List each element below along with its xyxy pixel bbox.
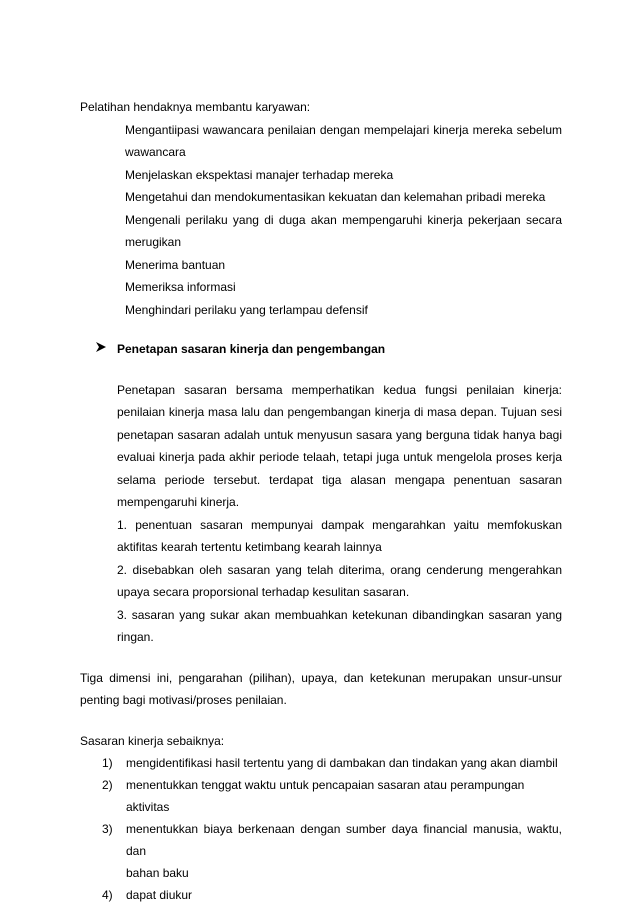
list-item: Menjelaskan ekspektasi manajer terhadap mereka — [125, 167, 394, 182]
paragraph-line: 2. disebabkan oleh sasaran yang telah diterima, orang cenderung mengerahkan — [117, 562, 562, 577]
paragraph-line: selama periode tersebut. terdapat tiga alasan mengapa penentuan sasaran — [117, 472, 562, 487]
list-item: Menerima bantuan — [125, 257, 226, 272]
list-item: Mengenali perilaku yang di duga akan mempengaruhi kinerja pekerjaan secara — [125, 212, 562, 227]
dimensions-paragraph — [80, 667, 562, 712]
paragraph-line: evaluai kinerja pada akhir periode telaah, tetapi juga untuk mengelola proses kerja — [117, 450, 562, 464]
paragraph-line: penting bagi motivasi/proses penilaian. — [80, 693, 287, 707]
list-item — [102, 818, 562, 862]
list-item — [102, 752, 562, 774]
list-text: menentukkan tenggat waktu untuk pencapaian sasaran atau perampungan aktivitas — [126, 778, 525, 814]
training-list — [0, 119, 638, 322]
list-item-cont: wawancara — [125, 145, 186, 159]
list-number: 4) — [102, 888, 113, 902]
performance-goals-intro: Sasaran kinerja sebaiknya: — [80, 733, 225, 748]
section-heading — [95, 338, 562, 361]
list-number: 3) — [102, 822, 113, 836]
goal-setting-paragraph — [117, 379, 562, 649]
arrow-bullet-icon — [95, 338, 117, 361]
intro-text: Pelatihan hendaknya membantu karyawan: — [80, 100, 311, 114]
performance-goals-list — [0, 752, 638, 906]
list-text: dapat diukur — [126, 888, 193, 902]
paragraph-line: mempengaruhi kinerja. — [117, 495, 240, 509]
paragraph-line: aktifitas kearah tertentu ketimbang kearah lainnya — [117, 540, 382, 554]
list-item: Memeriksa informasi — [125, 280, 236, 294]
paragraph-line: penetapan sasaran adalah untuk menyusun sasara yang berguna tidak hanya bagi — [117, 427, 562, 442]
paragraph-line: Penetapan sasaran bersama memperhatikan kedua fungsi penilaian kinerja: — [117, 382, 562, 397]
paragraph-line: ringan. — [117, 630, 154, 644]
paragraph-line: 3. sasaran yang sukar akan membuahkan ketekunan dibandingkan sasaran yang — [117, 607, 562, 622]
heading-text: Penetapan sasaran kinerja dan pengembangan — [117, 342, 386, 356]
list-text: menentukkan biaya berkenaan dengan sumber daya financial manusia, waktu, dan — [126, 822, 562, 858]
list-item: Mengetahui dan mendokumentasikan kekuatan dan kelemahan pribadi mereka — [125, 190, 546, 204]
list-item: Menghindari perilaku yang terlampau defensif — [125, 302, 368, 317]
paragraph-line: penilaian kinerja masa lalu dan pengembangan kinerja di masa depan. Tujuan sesi — [117, 405, 562, 419]
list-number: 1) — [102, 756, 113, 770]
list-text: mengidentifikasi hasil tertentu yang di dambakan dan tindakan yang akan diambil — [126, 756, 558, 770]
list-item — [102, 774, 562, 818]
paragraph-line: 1. penentuan sasaran mempunyai dampak mengarahkan yaitu memfokuskan — [117, 517, 562, 532]
list-text-cont: bahan baku — [126, 866, 189, 880]
paragraph-line: upaya secara proporsional terhadap kesulitan sasaran. — [117, 585, 410, 599]
paragraph-line: Tiga dimensi ini, pengarahan (pilihan), upaya, dan ketekunan merupakan unsur-unsur — [80, 670, 562, 685]
list-item-cont: merugikan — [125, 235, 182, 249]
list-number: 2) — [102, 778, 113, 792]
list-item: Mengantiipasi wawancara penilaian dengan mempelajari kinerja mereka sebelum — [125, 122, 562, 137]
